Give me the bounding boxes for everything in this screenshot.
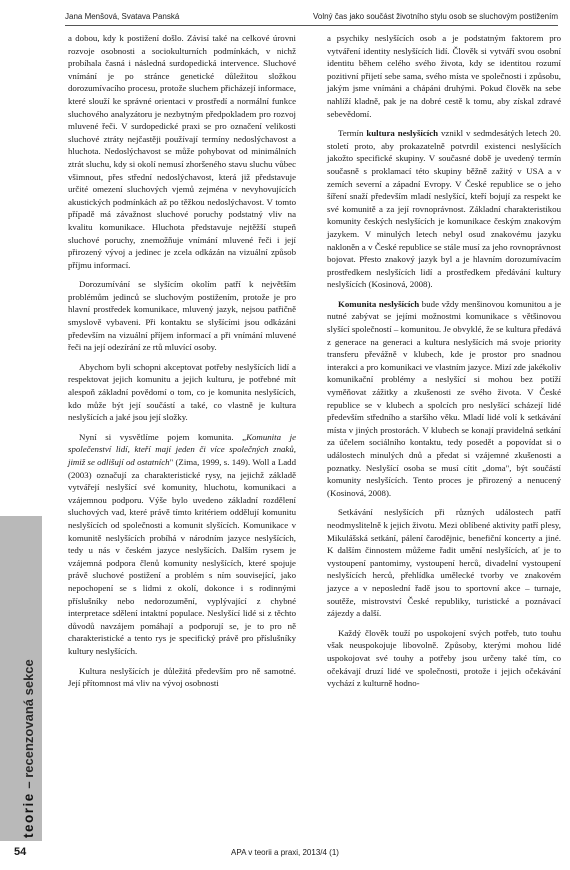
paragraph: Abychom byli schopni akceptovat potřeby neslyšících lidí a respektovat jejich komunitu a jejich kulturu, je potřebné mít alespoň základní povědomí o tom, co je komunita neslyšících, kdo může být její součástí a také, co vlastně je kultura neslyšících a jaké jsou její složky. bbox=[68, 361, 296, 423]
bold-term: kultura neslyšících bbox=[366, 128, 439, 139]
paragraph bbox=[68, 431, 296, 658]
paragraph: Setkávání neslyšících při různých událostech patří neodmyslitelně k jejich životu. Mezi oblíbené aktivity patří plesy, Mikulášská setkání, pálení čarodějnic, benefiční koncerty a jiné. K dalším činnostem můžeme řadit umění neslyšících, ať je to vystoupení pantomimy, vystoupení herců, divadelní vystoupení neslyšících herců, přehlídka umělecké tvorby ve znakovém jazyce a v neposlední řadě jsou to sportovní akce – turnaje, soutěže, mistrovství České republiky, turistické a poznávací zájezdy a další. bbox=[327, 507, 561, 619]
text-run: " (Zima, 1999, s. 149). Woll a Ladd (2003) označují za charakteristické rysy, na jejichž základě vytvářejí neslyšící své komunity, hluchotu, komunikaci a vzájemnou podporu. Výše bylo uvedeno základní rozdělení sluchových vad, které právě tímto kritériem oddělují komunitu neslyšících od společnosti a komunit slyšících. Komunikace v komunitě neslyšících probíhá v národním jazyce neslyšících, tedy u nás v českém jazyce neslyšících. Dalším rysem je vzájemná podpora členů komunity neslyšících, které spojuje právě sluchové postižení a problém s ním související, jako nepochopení se s lidmi z okolí, dokonce i s rodinnými příslušníky nebo nedorozumění, vyplývající z chybné interpretace sdělení intaktní populace. Neslyšící lidé si z těchto důvodů navzájem pomáhají a podporují se, je to pro ně charakteristické a tento rys je specifický právě pro příslušníky kultury neslyšících. bbox=[68, 457, 296, 656]
paragraph bbox=[327, 298, 561, 500]
paragraph bbox=[327, 127, 561, 291]
text-run: vznikl v sedmdesátých letech 20. století proto, aby prokazatelně potvrdil existenci neslyšících jakožto specifické skupiny. V současné době je uvedený termín současně s proklamací této skupiny běžně zažitý v USA a v zemích severní a západní Evropy. V České republice se o jeho šíření snaží především mladí neslyšící, kteří bojují za respekt ke své komunitě a za její rovnoprávnost. Základní charakteristikou komunity českých neslyšících je komunikace českým znakovým jazykem. V minulých letech nebyl osud znakovému jazyku nakloněn a v České republice se stále musí za jeho rovnoprávnost bojovat. Přesto znakový jazyk byl a je hlavním dorozumívacím prostředkem neslyšících lidí a prostředkem předávání kultury neslyšících (Kosinová, 2008). bbox=[327, 128, 562, 290]
paragraph: Dorozumívání se slyšícím okolím patří k největším problémům jedinců se sluchovým postižením, protože je pro hlavní prostředek komunikace, mluvený jazyk, nejsou patřičně smyslově vybaveni. Při kontaktu se slyšícími jsou odkázáni především na vizuální příjem informací a při vnímání mluvené řeči na její odezírání ze rtů mluvící osoby. bbox=[68, 279, 296, 353]
section-label bbox=[21, 659, 36, 838]
bold-term: Komunita neslyšících bbox=[338, 298, 420, 309]
text-run: Nyní si vysvětlíme pojem komunita. „ bbox=[79, 431, 247, 442]
right-column bbox=[327, 32, 561, 697]
running-header-title: Volný čas jako součást životního stylu osob se sluchovým postižením bbox=[312, 12, 558, 21]
header-rule bbox=[65, 25, 558, 26]
section-label-separator: – bbox=[21, 777, 36, 793]
text-run: Termín bbox=[338, 128, 367, 139]
left-column bbox=[68, 32, 296, 697]
paragraph: Kultura neslyšících je důležitá především pro ně samotné. Její přítomnost má vliv na vývoj osobnosti bbox=[68, 665, 296, 689]
paragraph: a dobou, kdy k postižení došlo. Závisí také na celkové úrovni rozvoje osobnosti a sociokulturních podmínkách, v nichž probíhala časná i následná surdopedická intervence. Sluchové vnímání je po stránce genetické důležitou složkou dorozumívacího procesu, protože sluchem přicházejí informace, které slouží ke správné orientaci v prostředí a normální funkce sluchového analyzátoru je nezbytným předpokladem pro rozvoj mluvené řeči. V surdopedické praxi se pro označení velikosti sluchové ztráty nejčastěji používají termíny nedoslýchavost a hluchota. Nedoslýchavost se může pohybovat od minimálních ztrát sluchu, kdy si okolí nemusí zhoršeného stavu sluchu vůbec všimnout, přes střední nedoslýchavost, která již představuje určité omezení sluchových vjemů zejména v nevyhovujících akustických podmínkách až po těžkou nedoslýchavost. V tomto případě má závažnost sluchové poruchy podstatný vliv na kvalitu komunikace. Hluchota představuje nejtěžší stupeň sluchové poruchy, znemožňuje vnímání mluvené řeči i její přirozený vývoj a jedinec je zcela odkázán na vizuální způsob příjmu informací. bbox=[68, 33, 296, 270]
text-run: bude vždy menšinovou komunitou a je nutné zabývat se jejími možnostmi komunikace s většinovou slyšící společností – komunitou. Je obvyklé, že se kultura předává z generace na generaci a kultura neslyšících má svoje priority transferu převážně v klubech, kde je prostor pro snadnou interakci a pro komunikaci ve vlastním jazyce. Mizí zde jakékoliv komunikační problémy a neslyšící si mohou bez potíží vyměňovat zážitky a zkušenosti ze svého života. V České republice se v klubech a spolcích pro neslyšící scházejí lidé především středního a staršího věku. Mladí lidé volí k setkávání místa v jiných prostorách. V klubech se konají pravidelná setkání za účelem sociálního kontaktu, tedy posedět a popovídat si o událostech minulých dnů a předat si vzájemné zkušenosti a poznatky. Neslyšící osoba se musí cítit „doma", být součástí komunity neslyšících. Tento proces je přirozený a nenucený (Kosinová, 2008). bbox=[327, 298, 561, 498]
running-header-authors: Jana Menšová, Svatava Panská bbox=[65, 12, 180, 21]
page-number: 54 bbox=[14, 846, 27, 858]
journal-footer: APA v teorii a praxi, 2013/4 (1) bbox=[231, 848, 339, 857]
section-label-main: teorie bbox=[21, 792, 36, 838]
paragraph: a psychiky neslyšících osob a je podstatným faktorem pro vytváření identity neslyšících lidí. Člověk si vytváří svou osobní identitu během celého svého života, kdy se identitou rozumí pozitivní přijetí sebe sama, svého místa ve společnosti i způsobu, jakým jsme vnímáni a chápáni druhými. Pokud člověk na sebe nahlíží kladně, pak je na dobré cestě k tomu, aby získal zdravé sebevědomí. bbox=[327, 33, 561, 119]
section-label-name: recenzovaná sekce bbox=[21, 659, 36, 778]
quote-italic: Komunita je společenství lidí, kteří mají jeden či více společných znaků, jimiž se odlišují od ostatních bbox=[68, 431, 296, 467]
paragraph: Každý člověk touží po uspokojení svých potřeb, tuto touhu však neuspokojuje libovolně. Způsoby, kterými mohou lidé uspokojovat své touhy a potřeby jsou určeny také tím, co očekávají druzí lidé ve společnosti, protože i jejich očekávání vychází z kulturně hodno- bbox=[327, 627, 561, 689]
